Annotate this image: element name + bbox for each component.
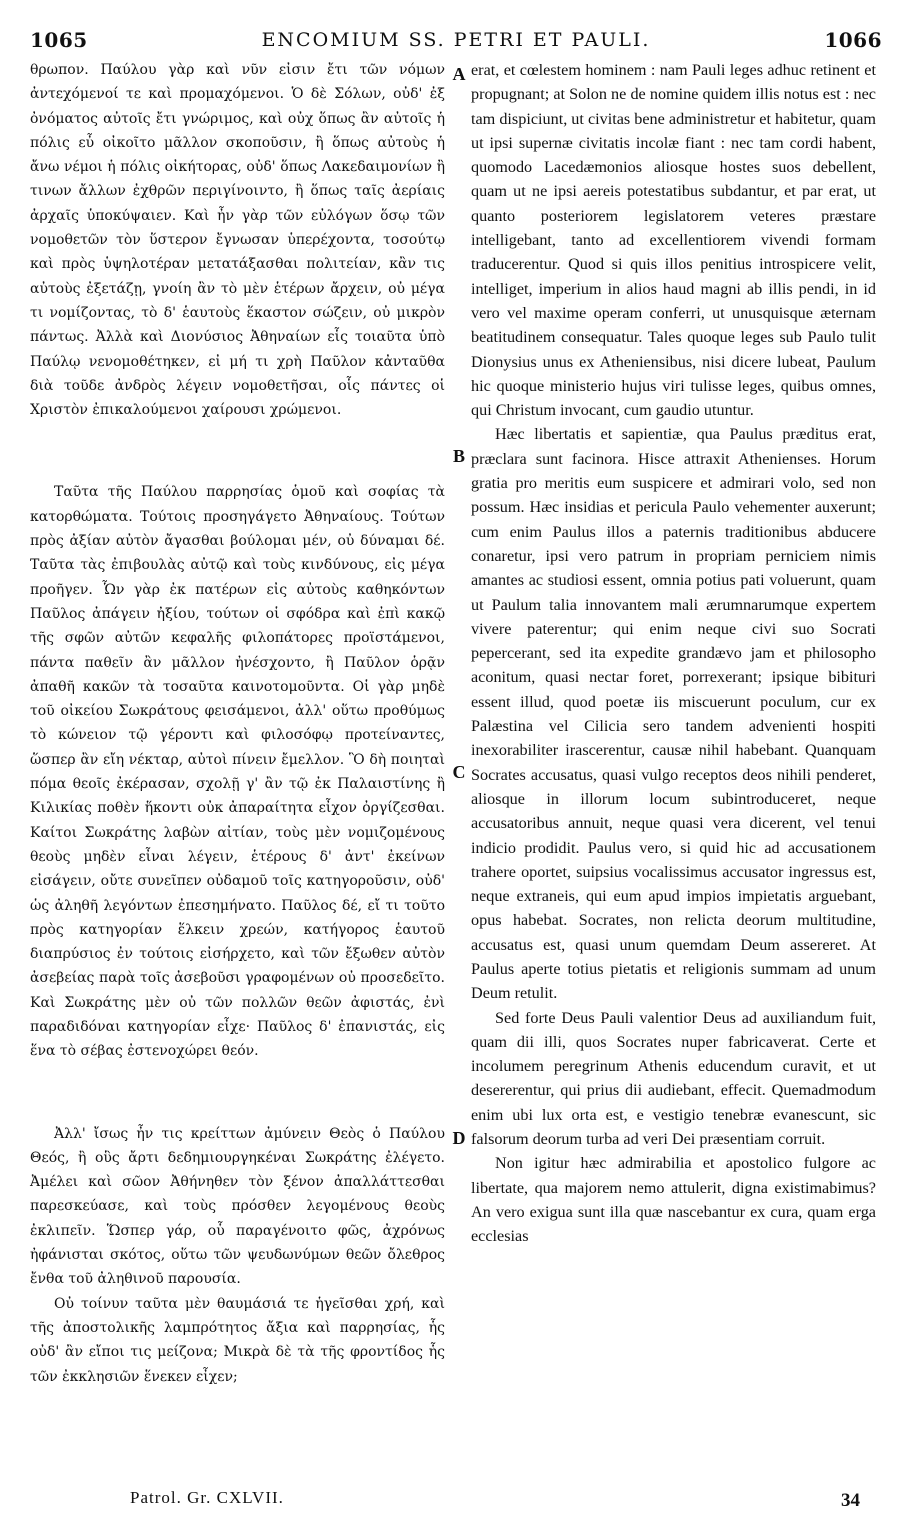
page-header xyxy=(30,28,882,54)
margin-marker-d: D xyxy=(452,1128,466,1148)
greek-column xyxy=(30,58,445,1389)
margin-marker-a: A xyxy=(452,64,466,84)
left-page-number: 1065 xyxy=(30,28,88,52)
latin-column xyxy=(471,58,876,1249)
page-footer xyxy=(30,1488,880,1518)
right-page-number: 1066 xyxy=(824,28,882,52)
latin-paragraph-1: erat, et cœlestem hominem : nam Pauli leges adhuc retinent et propugnant; at Solon ne de nomine quidem illis notus est : nec tam dispiciunt, ut civitas bene administretur et habitetur, quam ut ipsi supernæ civitatis incolæ fiant : nec tam cordi habent, quomodo Lacedæmonios aliosque hostes suos debellent, quam ut ne ipsi aereis potestatibus subdantur, et par erat, ut quanto posteriorem legislatorem veteres præstare intelligebant, tanto ad excellentiorem vivendi formam traducerentur. Quod si quis illos penitius introspicere velit, intelliget, imperium in alios haud magni ab illis pendi, in id vero vel maxime operam conferri, ut unusquisque æternam beatitudinem consequatur. Tales quoque leges sub Paulo tulit Dionysius unus ex Atheniensibus, nisi dicere lubeat, Paulum hic quoque ministerio hujus viri tulisse leges, quibus omnes, qui Christum invocant, cum gaudio utuntur. xyxy=(471,61,876,420)
margin-marker-b: B xyxy=(452,446,465,466)
latin-paragraph-2: Hæc libertatis et sapientiæ, qua Paulus præditus erat, præclara sunt facinora. Hisce attraxit Athenienses. Horum gratia pro meritis eum suspicere et admirari volo, sed non possum. Hæc insidias et pericula Paulo vehementer auxerunt; cum enim Paulus illos a paternis traditionibus abducere conaretur, ipsi vero patrum in propriam perniciem nimis amantes ac studiosi essent, omnia potius pati voluerunt, quam ut Paulum talia innovantem mali ærumnarumque expertem vivere paterentur; qui enim neque civi suo Socrati pepercerant, sed ita expedite grandævo jam et philosopho aconitum, quasi nectar foret, porrexerant; ipsique bibituri essent illud, quod poetæ iis miscuerunt poculum, cur ex Palæstina vel Cilicia sero tandem advenienti hospiti inexorabiliter irascerentur, causæ nihil habebant. Quanquam Socrates accusatus, quasi vulgo receptos deos nihili penderet, aliosque in illorum locum subintroduceret, neque accusatoribus annuit, neque quasi vera dicerent, vel tenui indicio prodidit. Paulus vero, si quid hic ad accusationem trahere oportet, suipsius vocalissimus accusator ingressus est, neque extraneis, qui eum apud impios impietatis arguebant, opus habebat. Socrates, non relicta deorum multitudine, accusatus est, quasi unum quemdam Deum assereret. At Paulus aperte totius pietatis et religionis summam ad unum Deum retulit. xyxy=(471,425,876,1003)
greek-paragraph-4: Οὐ τοίνυν ταῦτα μὲν θαυμάσιά τε ἡγεῖσθαι χρή, καὶ τῆς ἀποστολικῆς λαμπρότητος ἄξια καὶ παρρησίας, ἧς οὐδ' ἂν εἴποι τις μείζονα; Μικρὰ δὲ τὰ τῆς φροντίδος ἧς τῶν ἐκκλησιῶν ἕνεκεν εἶχεν; xyxy=(30,1295,445,1385)
greek-paragraph-1: θρωπον. Παύλου γὰρ καὶ νῦν εἰσιν ἔτι τῶν νόμων ἀντεχόμενοί τε καὶ προμαχόμενοι. Ὁ δὲ Σόλων, οὐδ' ἐξ ὀνόματος αὐτοῖς ἔτι γνώριμος, καὶ οὐχ ὅπως ἂν αὐτοῖς ἡ πόλις εὖ οἰκοῖτο μᾶλλον σκοποῦσιν, ἢ ὅπως αὐτοὺς ἡ ἄνω νέμοι ἡ πόλις οἰκήτορας, οὐδ' ὅπως Λακεδαιμονίων ἢ τινων ἄλλων ἐχθρῶν περιγίνοιντο, ἢ ὅπως ταῖς ἀερίαις ἀρχαῖς ὑποκύψαιεν. Καὶ ἦν γὰρ τῶν εὐλόγων ὅσῳ τῶν νομοθετῶν τὸν ὕστερον ἔγνωσαν ὑπερέχοντα, τοσούτῳ καὶ πρὸς ὑψηλοτέραν μετατάξασθαι πολιτείαν, κἂν τις αὐτοὺς ἐξετάζῃ, γνοίη ἂν τὸ μὲν ἑτέρων ἄρχειν, οὐ μέγα τι νομίζοντας, τὸ δ' ἑαυτοὺς ἕκαστον σώζειν, οὐ μικρὸν πάντως. Ἀλλὰ καὶ Διονύσιος Ἀθηναίων εἷς τοιαῦτα ὑπὸ Παύλῳ νενομοθέτηκεν, εἰ μή τι χρὴ Παῦλον κἀνταῦθα διὰ τοῦδε ἀνδρὸς λέγειν νομοθετῆσαι, οἷς πάντες οἱ Χριστὸν ἐπικαλούμενοι χαίρουσι χρώμενοι. xyxy=(30,62,445,419)
greek-paragraph-3: Ἀλλ' ἴσως ἦν τις κρείττων ἀμύνειν Θεὸς ὁ Παύλου Θεός, ἢ οὓς ἄρτι δεδημιουργηκέναι Σωκράτης ἐλέγετο. Ἀμέλει καὶ σῶον Ἀθήνηθεν τὸν ξένον ἀπαλλάττεσθαι παρεσκεύασε, καὶ τοὺς πρόσθεν λεγομένους θεοὺς ἐκλιπεῖν. Ὥσπερ γάρ, οὗ παραγένοιτο φῶς, ἀχρόνως ἠφάνισται σκότος, οὕτω τῶν ψευδωνύμων θεῶν ὄλεθρος ἔνθα τοῦ ἀληθινοῦ παρουσία. xyxy=(30,1125,445,1288)
running-title: ENCOMIUM SS. PETRI ET PAULI. xyxy=(261,29,651,51)
greek-paragraph-2: Ταῦτα τῆς Παύλου παρρησίας ὁμοῦ καὶ σοφίας τὰ κατορθώματα. Τούτοις προσηγάγετο Ἀθηναίους. Τούτων πρὸς ἀξίαν αὐτὸν ἄγασθαι βούλομαι μέν, οὐ δύναμαι δέ. Ταῦτα τὰς ἐπιβουλὰς αὐτῷ καὶ τοὺς κινδύνους, εἰς μέγα προῆγεν. Ὧν γὰρ ἐκ πατέρων εἰς αὐτοὺς καθηκόντων Παῦλος ἀπάγειν ἠξίου, τούτων οἱ σφόδρα καὶ ἐπὶ κακῷ τῆς σφῶν αὐτῶν κεφαλῆς φιλοπάτορες προϊστάμενοι, πάντα παθεῖν ἂν μᾶλλον ἠνέσχοντο, ἢ Παῦλον ὁρᾷν ἀπαθῆ κακῶν τὰ τοσαῦτα καινοτομοῦντα. Οἱ γὰρ μηδὲ τοῦ οἰκείου Σωκράτους φεισάμενοι, ἀλλ' οὕτω προθύμως τὸ κώνειον τῷ γέροντι καὶ φιλοσόφῳ προτείναντες, ὥσπερ ἂν εἴη νέκταρ, αὐτοὶ πίνειν ἔμελλον. Ὃ δὴ ποιηταὶ πόμα θεοῖς ἐκέρασαν, σχολῇ γ' ἂν τῷ ἐκ Παλαιστίνης ἢ Κιλικίας ποθὲν ἥκοντι οὐκ ἀπαραίτητα εἶχον ὀργίζεσθαι. Καίτοι Σωκράτης λαβὼν αἰτίαν, τοὺς μὲν νομιζομένους θεοὺς μηδὲν εἶναι λέγειν, ἑτέρους δ' ἀντ' ἐκείνων εἰσάγειν, οὔτε συνεῖπεν οὐδαμοῦ τοῖς κατηγοροῦσιν, οὐδ' ὡς ἀληθῆ λεγόντων ἐπεσημήνατο. Παῦλος δέ, εἴ τι τοῦτο πρὸς κατηγορίαν ἕλκειν χρεών, κατήγορος ἑαυτοῦ διαπρύσιος ἐν τούτοις εἰσήρχετο, καὶ τῶν ἔξωθεν αὐτὸν ἀσεβείας παρὰ τοῖς ἀσεβοῦσι γραφομένων οὐ προσεδεῖτο. Καὶ Σωκράτης μὲν οὐ τῶν πολλῶν θεῶν ἀφιστάς, ἐνὶ παραδιδόναι κατηγορίαν εἶχε· Παῦλος δ' ἐπανιστάς, εἰς ἕνα τὸ σέβας ἐστενοχώρει θεόν. xyxy=(30,484,445,1060)
margin-marker-c: C xyxy=(452,762,466,782)
signature-mark: Patrol. Gr. CXLVII. xyxy=(130,1488,284,1507)
latin-paragraph-4: Non igitur hæc admirabilia et apostolico fulgore ac libertate, qua majorem nemo attulerit, digna existimabimus? An vero exigua sunt illa quæ nascebantur ex cura, quam erga ecclesias xyxy=(471,1154,876,1246)
latin-paragraph-3: Sed forte Deus Pauli valentior Deus ad auxiliandum fuit, quam dii illi, quos Socrates nuper fabricaverat. Certe et incolumem peregrinum Athenis educendum curavit, et ut desererentur, qui prius dii audiebant, effecit. Quemadmodum enim ubi lux orta est, e vestigio tenebræ evanescunt, sic falsorum deorum turba ad veri Dei præsentiam corruit. xyxy=(471,1008,876,1149)
folio-number: 34 xyxy=(841,1490,860,1511)
